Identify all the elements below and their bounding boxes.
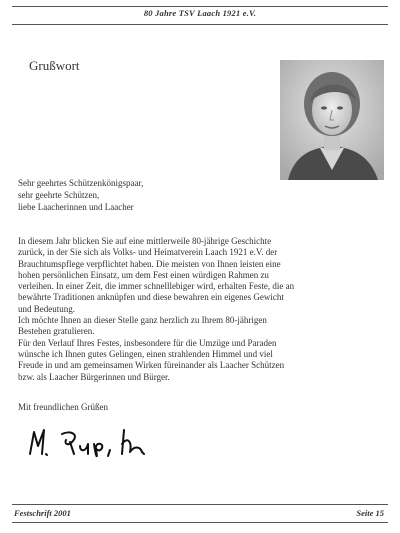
body-line: In diesem Jahr blicken Sie auf eine mittlerweile 80-jährige Geschichte [18,236,272,246]
body-line: Freude in und am gemeinsamen Wirken füreinander als Laacher Schützen [18,360,285,371]
body-line: bzw. als Laacher Bürgerinnen und Bürger. [18,371,170,382]
letter-body [18,236,383,383]
body-line: Ich möchte Ihnen an dieser Stelle ganz herzlich zu Ihrem 80-jährigen [18,315,267,326]
body-line: zurück, in der Sie sich als Volks- und Heimatverein Laach 1921 e.V. der [18,247,278,258]
handwritten-signature [24,424,164,460]
page-title: Grußwort [29,58,80,73]
salutation-line: sehr geehrte Schützen, [18,190,100,200]
page-header: 80 Jahre TSV Laach 1921 e.V. [143,8,257,18]
footer-rule-top [12,504,388,505]
footer-rule-bottom [12,522,388,523]
signature [24,424,164,460]
salutation-line: Sehr geehrtes Schützenkönigspaar, [18,178,144,188]
body-line: Bestehen gratulieren. [18,326,95,337]
header-rule-bottom [12,24,388,25]
body-line: Für den Verlauf Ihres Festes, insbesondere für die Umzüge und Paraden [18,337,277,348]
body-line: wünsche ich Ihnen gutes Gelingen, einen strahlenden Himmel und viel [18,348,273,359]
body-line: hohen persönlichen Einsatz, um dem Fest einen würdigen Rahmen zu [18,269,269,280]
salutation [18,177,378,213]
closing: Mit freundlichen Grüßen [18,402,108,412]
body-line: und Bedeutung. [18,303,75,314]
header-rule-top [12,6,388,7]
body-line: verleihen. In einer Zeit, die immer schnelllebiger wird, erhalten Feste, die an [18,281,295,292]
body-line: bewährte Traditionen anknüpfen und diese bewahren ein eigenes Gewicht [18,292,284,303]
portrait-image [280,60,384,180]
page-number: Seite 15 [356,508,384,518]
footer-publication: Festschrift 2001 [14,508,71,518]
body-line: Brauchtumspflege verpflichtet haben. Die meisten von Ihnen leisten eine [18,258,281,269]
salutation-line: liebe Laacherinnen und Laacher [18,202,134,212]
portrait-photo [280,60,384,180]
